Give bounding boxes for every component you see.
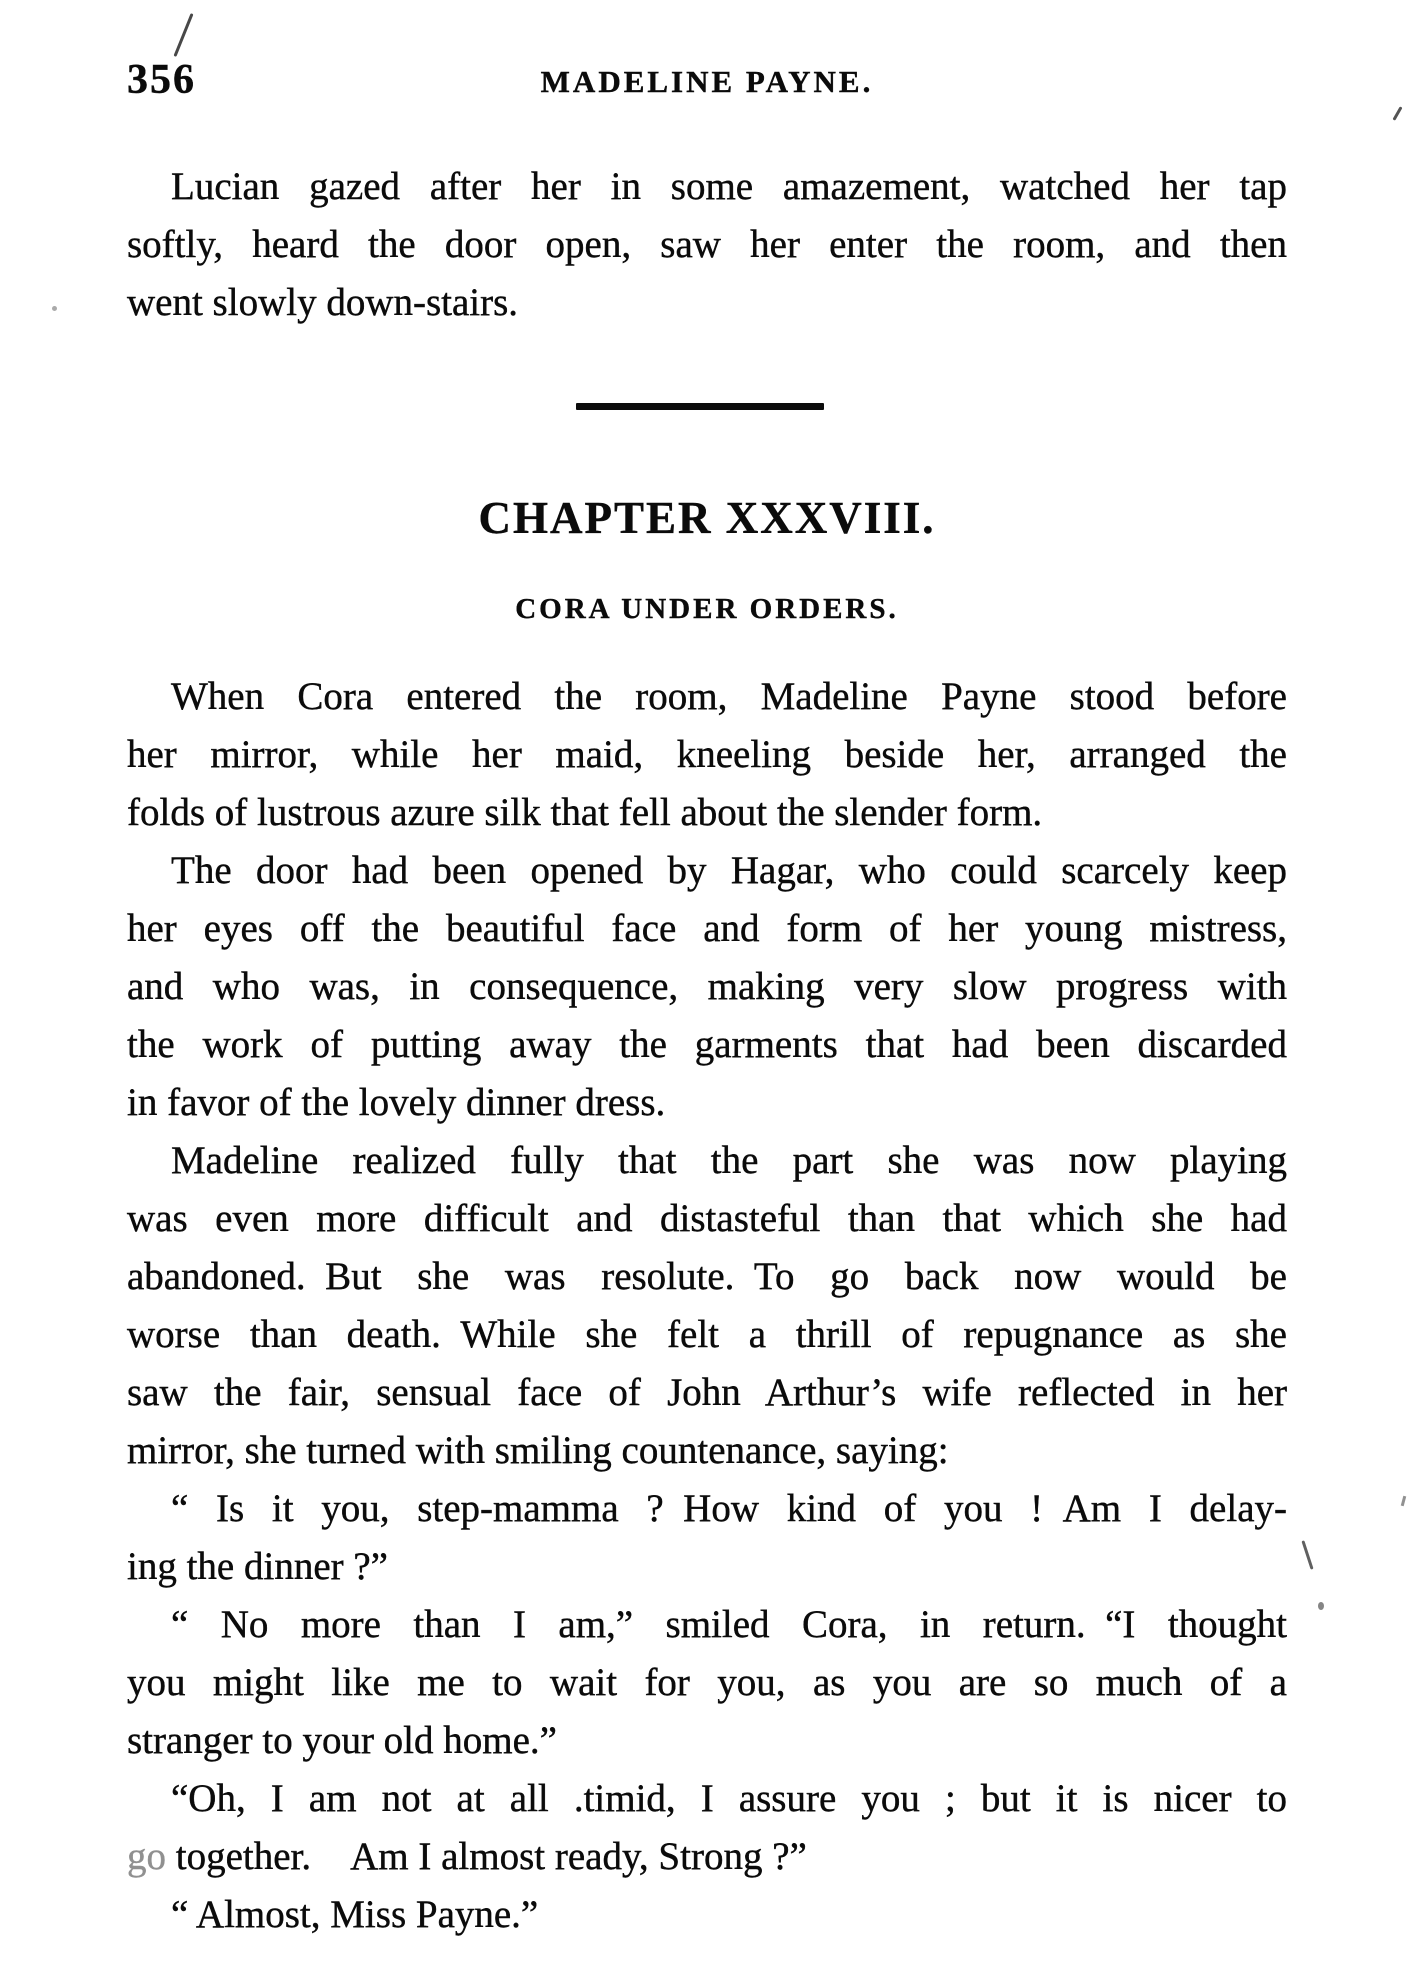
faded-print-text: go bbox=[127, 1835, 166, 1878]
text-line: softly, heard the door open, saw her enter the room, and then bbox=[127, 223, 1287, 266]
paragraph bbox=[127, 668, 1287, 842]
scan-artifact-speck bbox=[52, 306, 57, 311]
text-line: “ No more than I am,” smiled Cora, in return. “I thought bbox=[171, 1603, 1287, 1646]
paragraph bbox=[127, 1770, 1287, 1886]
paragraph bbox=[127, 158, 1287, 332]
paragraph bbox=[127, 1596, 1287, 1770]
section-divider-rule bbox=[576, 403, 824, 410]
text-line: go together. Am I almost ready, Strong ?” bbox=[127, 1835, 807, 1878]
paragraph bbox=[127, 1886, 1287, 1944]
scan-artifact-tick bbox=[1392, 106, 1402, 120]
text-line: and who was, in consequence, making very slow progress with bbox=[127, 965, 1287, 1008]
text-line: worse than death. While she felt a thrill of repugnance as she bbox=[127, 1313, 1287, 1356]
text-line: her eyes off the beautiful face and form of her young mistress, bbox=[127, 907, 1287, 950]
text-line: Madeline realized fully that the part she was now playing bbox=[171, 1139, 1287, 1182]
text-line: mirror, she turned with smiling countenance, saying: bbox=[127, 1429, 949, 1472]
page-number: 356 bbox=[127, 57, 196, 103]
text-line: “ Almost, Miss Payne.” bbox=[171, 1893, 539, 1936]
paragraph bbox=[127, 842, 1287, 1132]
body-paragraphs bbox=[127, 668, 1287, 1944]
scan-artifact-speck bbox=[1401, 1496, 1406, 1506]
text-line: the work of putting away the garments that had been discarded bbox=[127, 1023, 1287, 1066]
text-line: When Cora entered the room, Madeline Payne stood before bbox=[171, 675, 1287, 718]
text-line: you might like me to wait for you, as you are so much of a bbox=[127, 1661, 1287, 1704]
text-line: in favor of the lovely dinner dress. bbox=[127, 1081, 666, 1124]
page-header bbox=[127, 50, 1287, 110]
text-line: Lucian gazed after her in some amazement, watched her tap bbox=[171, 165, 1287, 208]
paragraph bbox=[127, 1132, 1287, 1480]
text-line: stranger to your old home.” bbox=[127, 1719, 557, 1762]
text-line: her mirror, while her maid, kneeling beside her, arranged the bbox=[127, 733, 1287, 776]
intro-paragraphs bbox=[127, 158, 1287, 332]
paragraph bbox=[127, 1480, 1287, 1596]
text-line: was even more difficult and distasteful than that which she had bbox=[127, 1197, 1287, 1240]
text-line: “Oh, I am not at all .timid, I assure you ; but it is nicer to bbox=[171, 1777, 1287, 1820]
text-line: “ Is it you, step-mamma ? How kind of you ! Am I delay- bbox=[171, 1487, 1287, 1530]
text-line: ing the dinner ?” bbox=[127, 1545, 388, 1588]
text-line: folds of lustrous azure silk that fell about the slender form. bbox=[127, 791, 1043, 834]
chapter-heading: CHAPTER XXXVIII. bbox=[478, 493, 936, 543]
scan-artifact-speck bbox=[1318, 1602, 1324, 1610]
text-line: The door had been opened by Hagar, who could scarcely keep bbox=[171, 849, 1287, 892]
text-line: saw the fair, sensual face of John Arthur’s wife reflected in her bbox=[127, 1371, 1287, 1414]
text-line: abandoned. But she was resolute. To go back now would be bbox=[127, 1255, 1287, 1298]
chapter-subtitle: CORA UNDER ORDERS. bbox=[515, 593, 899, 625]
scan-artifact-slash bbox=[1301, 1540, 1313, 1569]
text-line: went slowly down-stairs. bbox=[127, 281, 519, 324]
running-head: MADELINE PAYNE. bbox=[540, 64, 874, 99]
